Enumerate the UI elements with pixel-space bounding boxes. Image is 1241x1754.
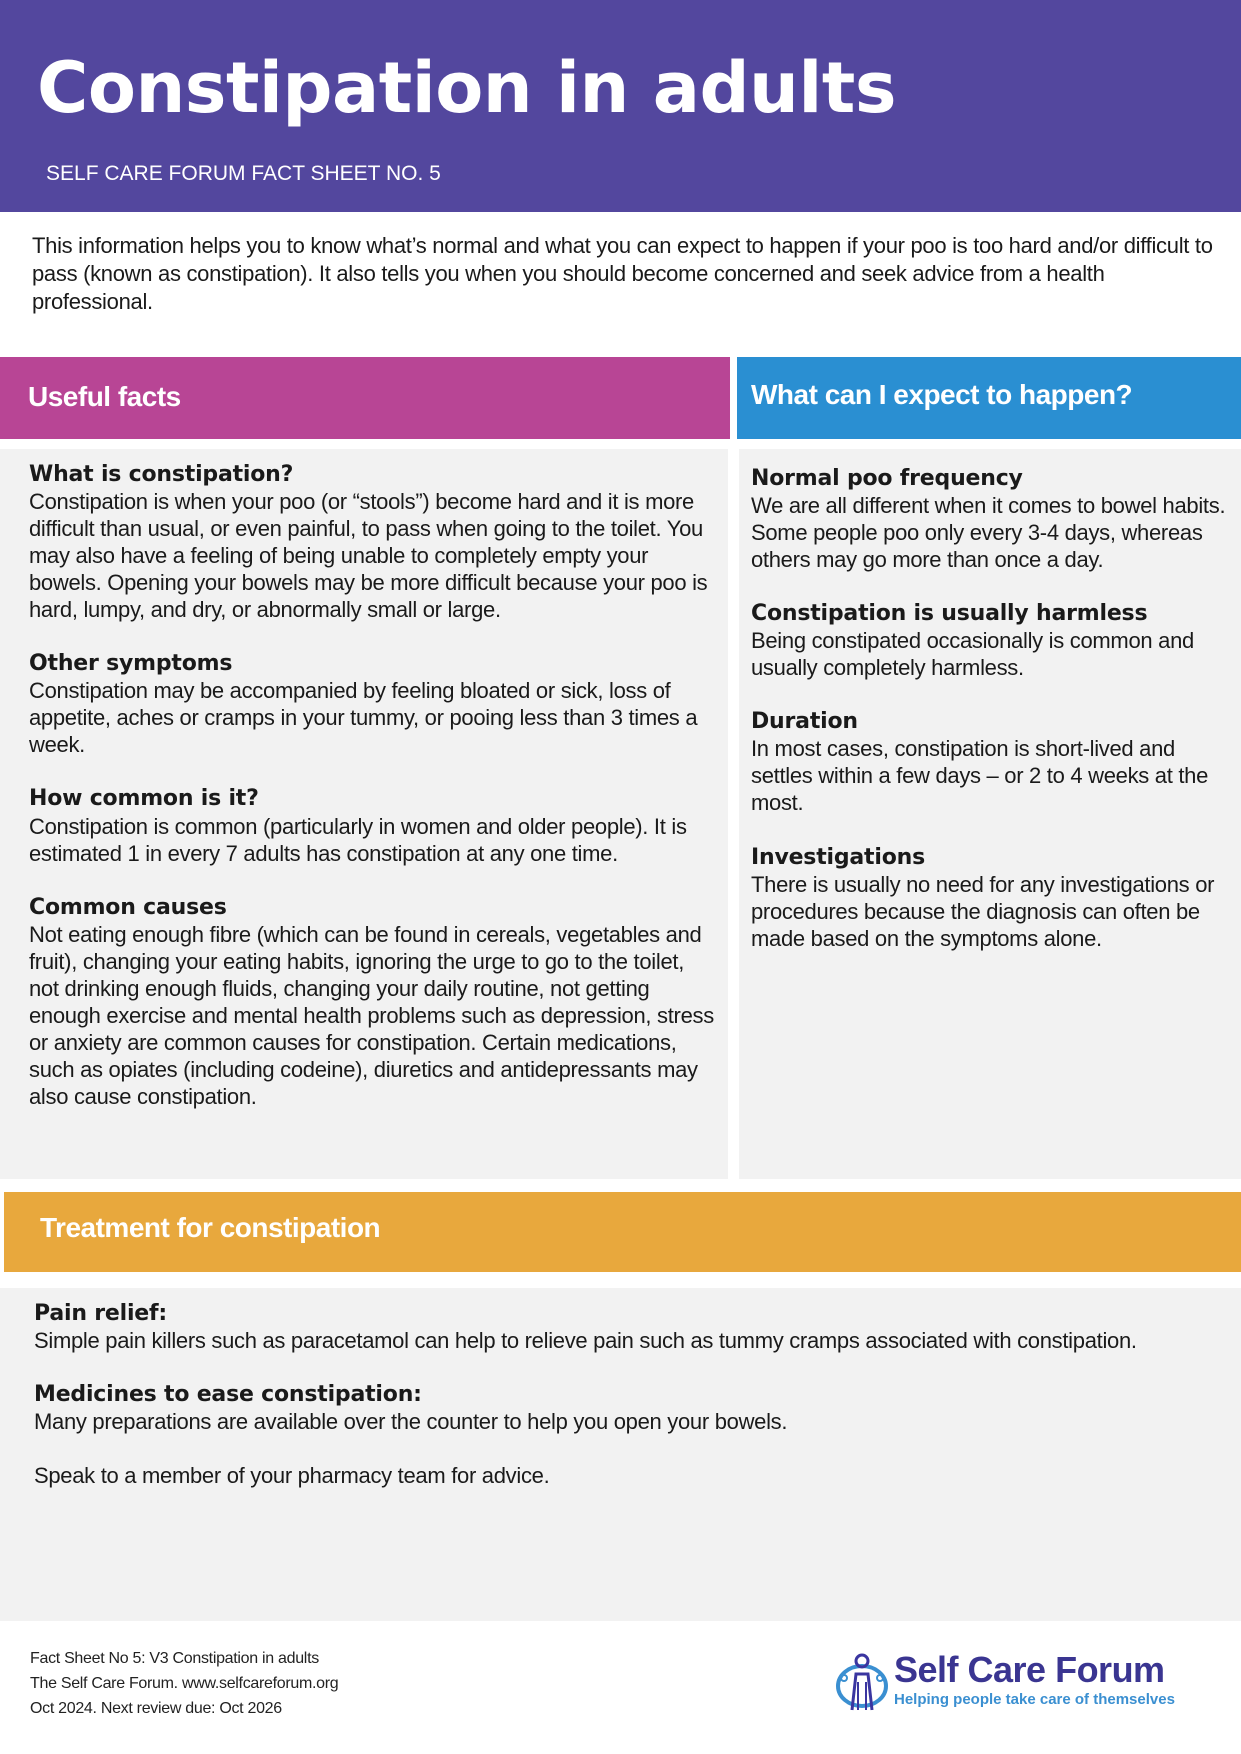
fact-title: Common causes — [29, 894, 227, 920]
treatment-heading: Treatment for constipation — [40, 1212, 381, 1243]
expect-body: Being constipated occasionally is common and usually completely harmless. — [751, 628, 1194, 681]
treatment-item — [34, 1300, 1241, 1354]
page-subtitle: SELF CARE FORUM FACT SHEET NO. 5 — [46, 162, 441, 185]
fact-item — [29, 461, 728, 623]
expect-title: Duration — [751, 709, 858, 735]
treatment-body: Simple pain killers such as paracetamol can help to relieve pain such as tummy cramps associated with constipation. — [34, 1328, 1137, 1354]
useful-facts-heading: Useful facts — [28, 381, 181, 412]
fact-item — [29, 894, 728, 1110]
treatment-title: Pain relief: — [34, 1301, 167, 1326]
footer-line-website: The Self Care Forum. www.selfcareforum.org — [30, 1675, 339, 1692]
expect-title: Investigations — [751, 844, 925, 870]
expect-body: In most cases, constipation is short-lived and settles within a few days – or 2 to 4 weeks at the most. — [751, 736, 1209, 816]
treatment-title: Medicines to ease constipation: — [34, 1382, 422, 1408]
footer-line-review: Oct 2024. Next review due: Oct 2026 — [30, 1700, 282, 1717]
expect-item — [751, 600, 1241, 681]
header-banner — [0, 0, 1241, 212]
fact-title: How common is it? — [29, 786, 259, 812]
treatment-closing-item — [34, 1462, 1241, 1489]
treatment-panel — [0, 1288, 1241, 1621]
fact-body: Constipation is when your poo (or “stools”) become hard and it is more difficult than usual, or even painful, to pass when going to the toilet. You may also have a feeling of being unable to completely empty your bowels. Opening your bowels may be more difficult because your poo is hard, lumpy, and dry, or abnormally small or large. — [29, 489, 708, 623]
expect-body: There is usually no need for any investigations or procedures because the diagnosis can often be made based on the symptoms alone. — [751, 871, 1215, 951]
treatment-heading-bar — [4, 1192, 1241, 1272]
expect-title: Constipation is usually harmless — [751, 601, 1148, 627]
treatment-closing: Speak to a member of your pharmacy team for advice. — [34, 1463, 550, 1489]
useful-facts-heading-bar — [0, 357, 730, 439]
self-care-forum-logo — [834, 1649, 1214, 1714]
fact-item — [29, 650, 728, 758]
logo-tagline: Helping people take care of themselves — [894, 1691, 1175, 1708]
fact-title: Other symptoms — [29, 651, 233, 677]
expect-heading-bar — [737, 357, 1241, 439]
fact-body: Constipation may be accompanied by feeling bloated or sick, loss of appetite, aches or cramps in your tummy, or pooing less than 3 times a week. — [29, 678, 698, 758]
people-circle-icon — [834, 1652, 892, 1714]
treatment-body: Many preparations are available over the counter to help you open your bowels. — [34, 1409, 788, 1435]
fact-title: What is constipation? — [29, 462, 294, 487]
expect-heading: What can I expect to happen? — [751, 379, 1133, 410]
page-title: Constipation in adults — [37, 47, 897, 129]
expect-item — [751, 708, 1241, 816]
treatment-item — [34, 1381, 1241, 1435]
expect-item — [751, 465, 1241, 573]
footer-line-sheet: Fact Sheet No 5: V3 Constipation in adults — [30, 1650, 319, 1667]
expect-panel — [739, 449, 1241, 1179]
logo-name: Self Care Forum — [894, 1649, 1165, 1690]
expect-body: We are all different when it comes to bowel habits. Some people poo only every 3-4 days, whereas others may go more than once a day. — [751, 493, 1226, 573]
useful-facts-panel — [0, 449, 728, 1179]
fact-body: Not eating enough fibre (which can be found in cereals, vegetables and fruit), changing your eating habits, ignoring the urge to go to the toilet, not drinking enough fluids, changing your daily routine, not getting enough exercise and mental health problems such as depression, stress or anxiety are common causes for constipation. Certain medications, such as opiates (including codeine), diuretics and antidepressants may also cause constipation. — [29, 921, 714, 1109]
intro-text: This information helps you to know what’s normal and what you can expect to happen if your poo is too hard and/or difficult to pass (known as constipation). It also tells you when you should become concerned and seek advice from a health professional. — [32, 233, 1213, 314]
footer-meta — [30, 1646, 338, 1721]
fact-body: Constipation is common (particularly in women and older people). It is estimated 1 in every 7 adults has constipation at any one time. — [29, 813, 687, 866]
expect-item — [751, 844, 1241, 952]
fact-item — [29, 785, 728, 866]
expect-title: Normal poo frequency — [751, 466, 1023, 491]
